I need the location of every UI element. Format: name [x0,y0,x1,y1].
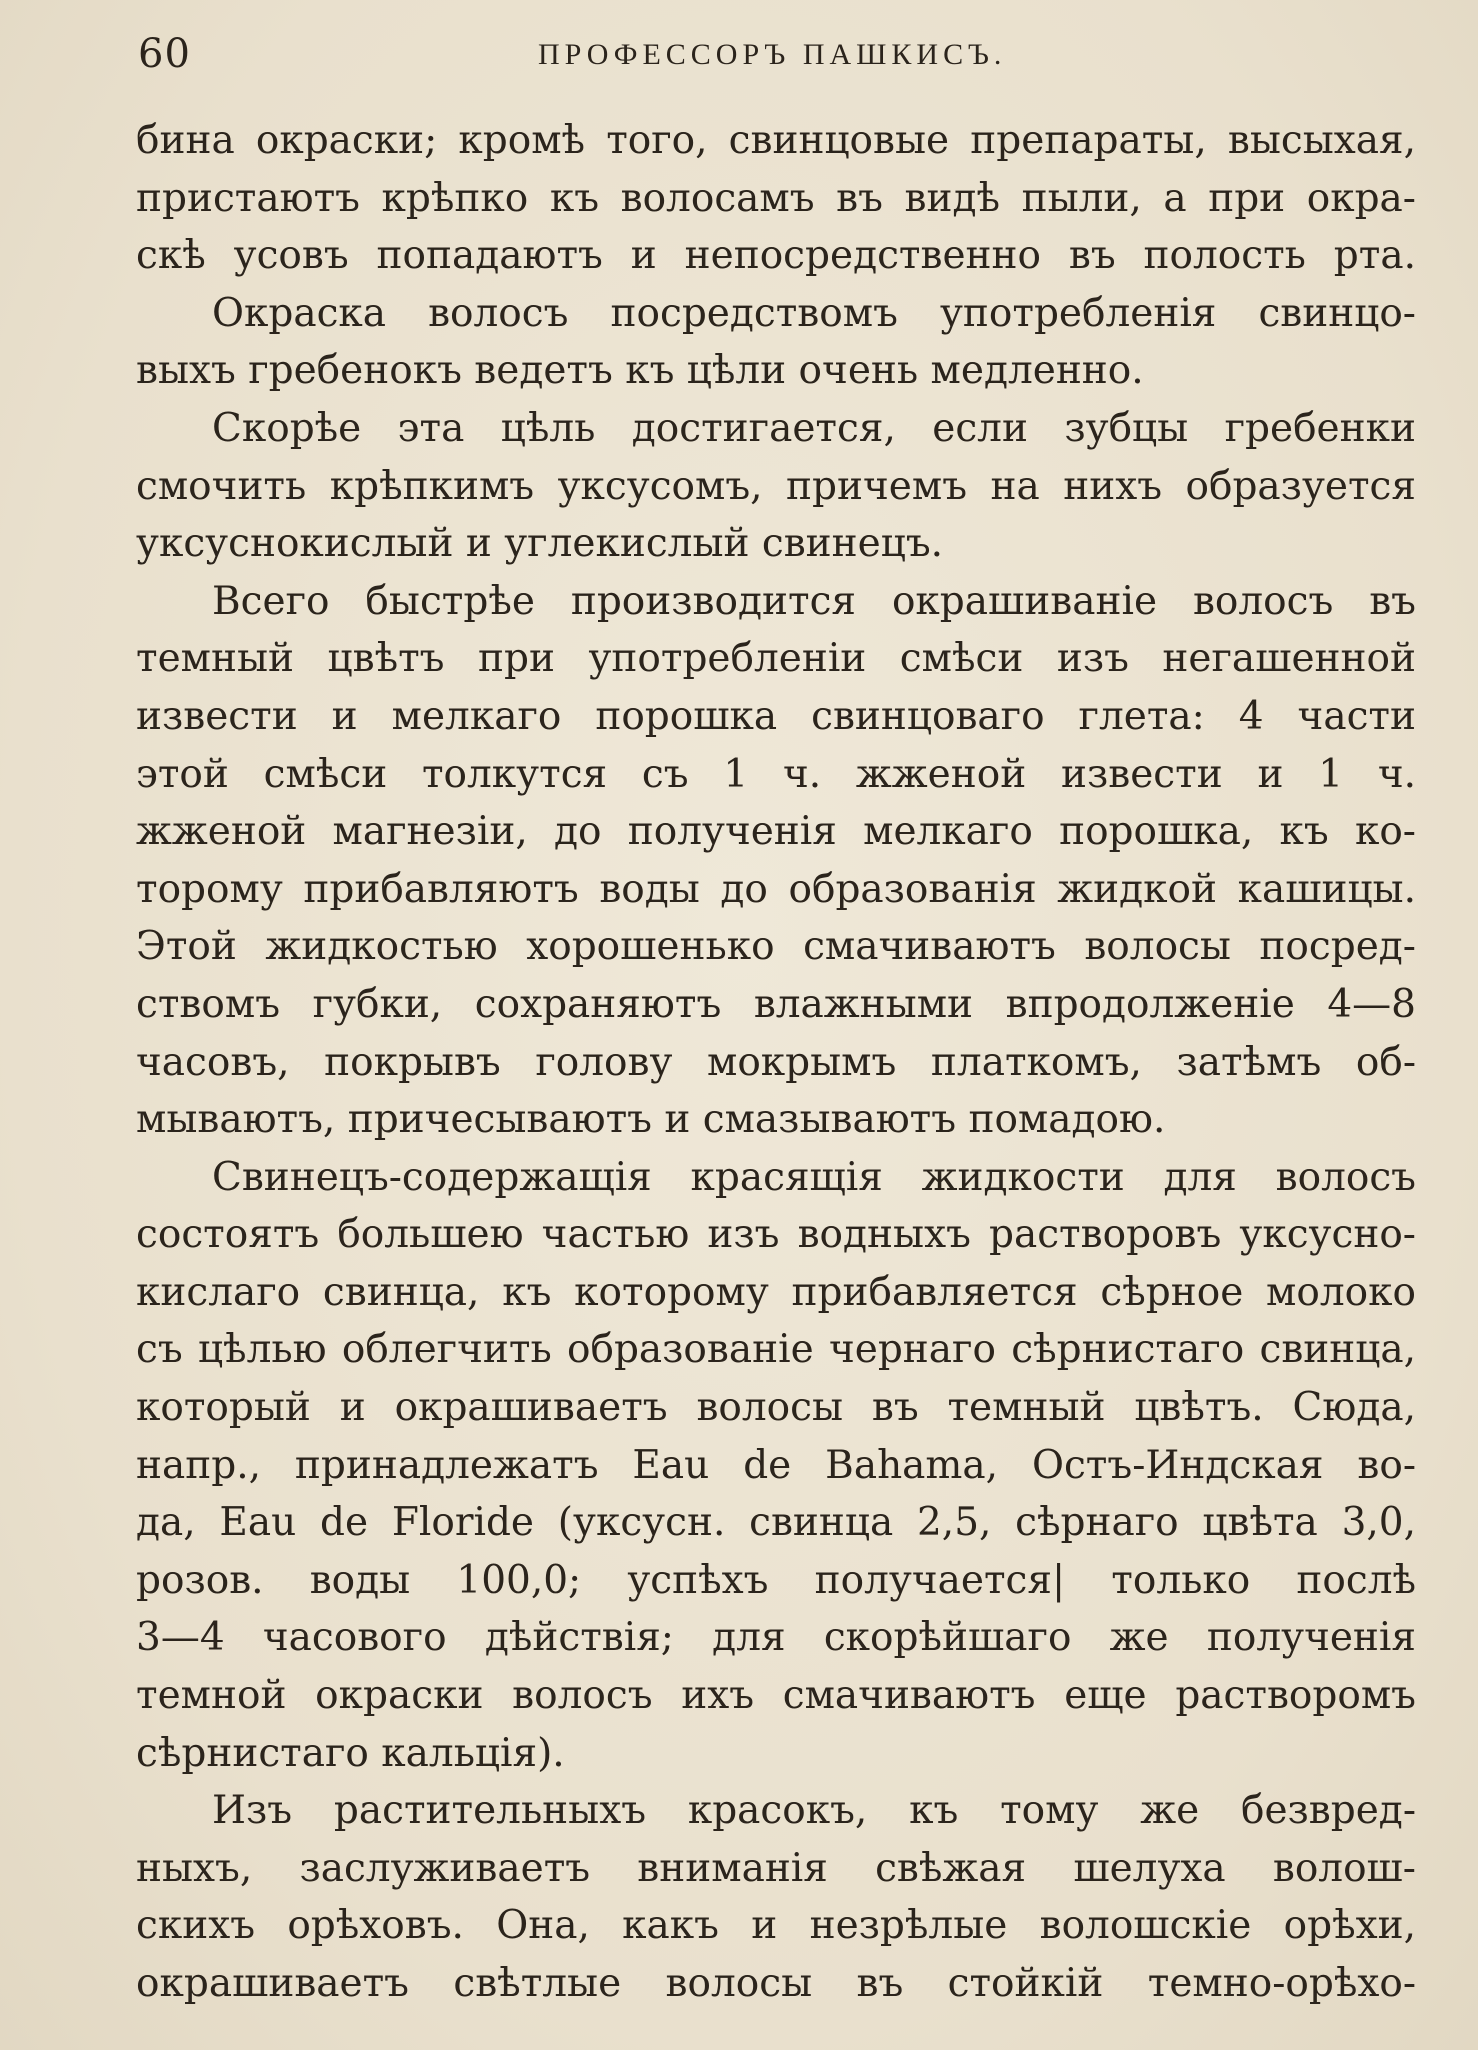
text-line: сѣрнистаго кальція). [136,1730,565,1776]
text-line: Скорѣе эта цѣль достигается, если зубцы гребенки [212,405,1416,451]
text-line: Свинецъ-содержащія красящія жидкости для волосъ [212,1154,1416,1200]
text-line: пристаютъ крѣпко къ волосамъ въ видѣ пыли, а при окра- [136,175,1416,221]
text-line: выхъ гребенокъ ведетъ къ цѣли очень медленно. [136,348,1144,394]
text-line: 3—4 часового дѣйствія; для скорѣйшаго же полученія [136,1615,1416,1661]
text-line: Всего быстрѣе производится окрашиваніе волосъ въ [212,578,1416,624]
text-line: мываютъ, причесываютъ и смазываютъ помадою. [136,1097,1166,1143]
text-line: да, Eau de Floride (уксусн. свинца 2,5, сѣрнаго цвѣта 3,0, [136,1500,1416,1546]
text-line: темной окраски волосъ ихъ смачиваютъ еще растворомъ [136,1673,1416,1719]
text-line: Изъ растительныхъ красокъ, къ тому же безвред- [212,1788,1416,1834]
text-line: часовъ, покрывъ голову мокрымъ платкомъ, затѣмъ об- [136,1039,1416,1085]
text-line: кислаго свинца, къ которому прибавляется сѣрное молоко [136,1269,1416,1315]
text-line: скихъ орѣховъ. Она, какъ и незрѣлые волошскіе орѣхи, [136,1903,1416,1949]
text-line: ствомъ губки, сохраняютъ влажными впродолженіе 4—8 [136,981,1416,1027]
text-line: напр., принадлежатъ Eau de Bahama, Остъ-Индская во- [136,1442,1416,1488]
text-line: Окраска волосъ посредствомъ употребленія свинцо- [212,290,1416,336]
body-text [136,112,1416,2013]
text-line: съ цѣлью облегчить образованіе чернаго сѣрнистаго свинца, [136,1327,1416,1373]
text-line: извести и мелкаго порошка свинцоваго глета: 4 части [136,693,1416,739]
text-line: темный цвѣтъ при употребленіи смѣси изъ негашенной [136,636,1416,682]
text-line: бина окраски; кромѣ того, свинцовые препараты, высыхая, [136,118,1416,163]
text-line: который и окрашиваетъ волосы въ темный цвѣтъ. Сюда, [136,1385,1416,1431]
page-number: 60 [138,31,191,77]
text-line: состоятъ большею частью изъ водныхъ растворовъ уксусно- [136,1212,1416,1258]
text-line: розов. воды 100,0; успѣхъ получается| только послѣ [136,1557,1416,1603]
running-head [138,24,1418,84]
text-line: этой смѣси толкутся съ 1 ч. жженой извести и 1 ч. [136,751,1416,797]
text-line: скѣ усовъ попадаютъ и непосредственно въ полость рта. [136,233,1416,279]
text-line: уксуснокислый и углекислый свинецъ. [136,521,944,567]
text-line: окрашиваетъ свѣтлые волосы въ стойкій темно-орѣхо- [136,1961,1416,2006]
text-line: смочить крѣпкимъ уксусомъ, причемъ на нихъ образуется [136,463,1416,509]
text-line: Этой жидкостью хорошенько смачиваютъ волосы посред- [136,924,1416,970]
running-title: ПРОФЕССОРЪ ПАШКИСЪ. [538,38,1007,71]
text-line: ныхъ, заслуживаетъ вниманія свѣжая шелуха волош- [136,1845,1416,1891]
text-line: жженой магнезіи, до полученія мелкаго порошка, къ ко- [136,809,1416,855]
text-line: торому прибавляютъ воды до образованія жидкой кашицы. [136,866,1416,912]
